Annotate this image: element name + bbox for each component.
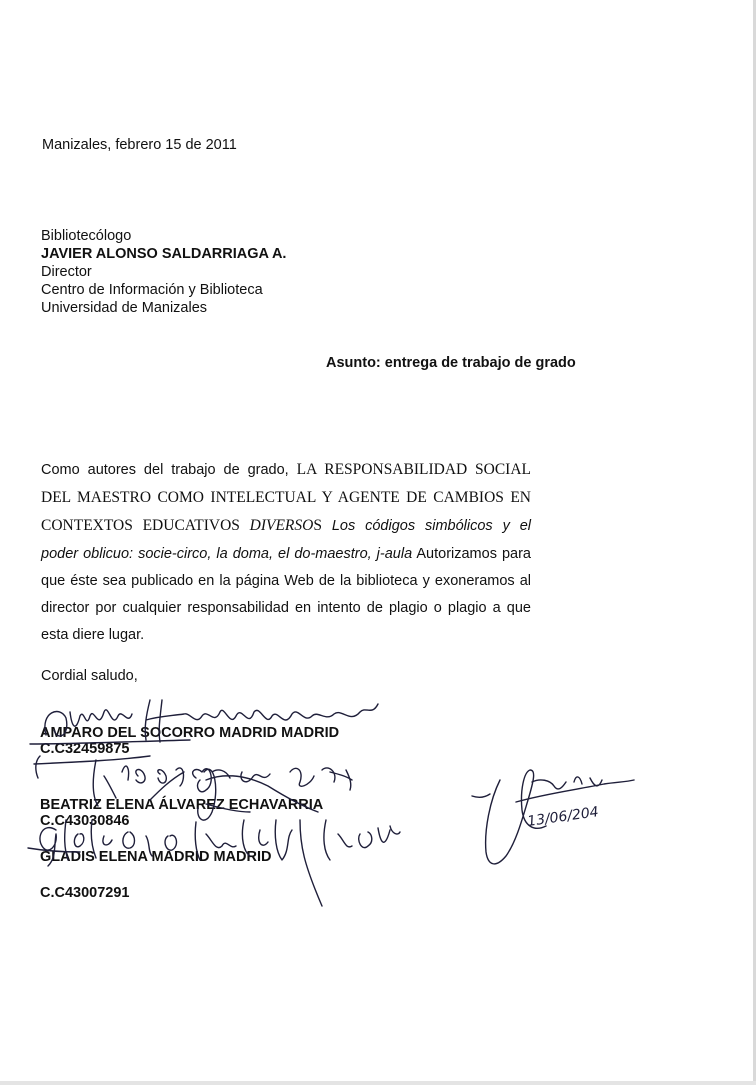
signatory-2-id: C.C43030846 [40, 813, 130, 829]
recipient-profession: Bibliotecólogo [41, 228, 132, 244]
recipient-department: Centro de Información y Biblioteca [41, 282, 263, 298]
recipient-institution: Universidad de Manizales [41, 300, 208, 316]
letter-body [41, 456, 531, 649]
recipient-name: JAVIER ALONSO SALDARRIAGA A. [41, 246, 287, 262]
signatory-2-name: BEATRIZ ELENA ÁLVAREZ ECHAVARRIA [40, 797, 324, 813]
page-edge-bottom [0, 1081, 756, 1085]
handwritten-date: 13/06/204 [526, 804, 600, 830]
signature-right [486, 770, 634, 864]
salutation: Cordial saludo, [41, 668, 138, 684]
signatory-1-name: AMPARO DEL SOCORRO MADRID MADRID [40, 725, 340, 741]
body-title-caps: LA RESPONSABILIDAD SOCIAL DEL MAESTRO COMO INTELECTUAL Y AGENTE DE CAMBIOS EN CONTEXTOS EDUCATIVOS [41, 461, 531, 535]
place-date: Manizales, febrero 15 de 2011 [42, 137, 237, 153]
subject-line: Asunto: entrega de trabajo de grado [326, 355, 576, 371]
body-title-italic: Los códigos simbólicos y el poder oblicuo: socie-circo, la doma, el do-maestro, j-aula [41, 518, 531, 562]
body-title-caps-s: S [313, 517, 322, 535]
body-title-italic-caps: DIVERSO [249, 517, 314, 535]
body-intro: Como autores del trabajo de grado, [41, 462, 297, 478]
signatory-3-id: C.C43007291 [40, 885, 130, 901]
recipient-role: Director [41, 264, 92, 280]
signatory-1-id: C.C32459875 [40, 741, 130, 757]
body-closing: Autorizamos para que éste sea publicado en la página Web de la biblioteca y exoneramos al director por cualquier responsabilidad en intento de plagio o plagio a que esta diere lugar. [41, 545, 531, 644]
signatory-3-name: GLADIS ELENA MADRID MADRID [40, 849, 272, 865]
